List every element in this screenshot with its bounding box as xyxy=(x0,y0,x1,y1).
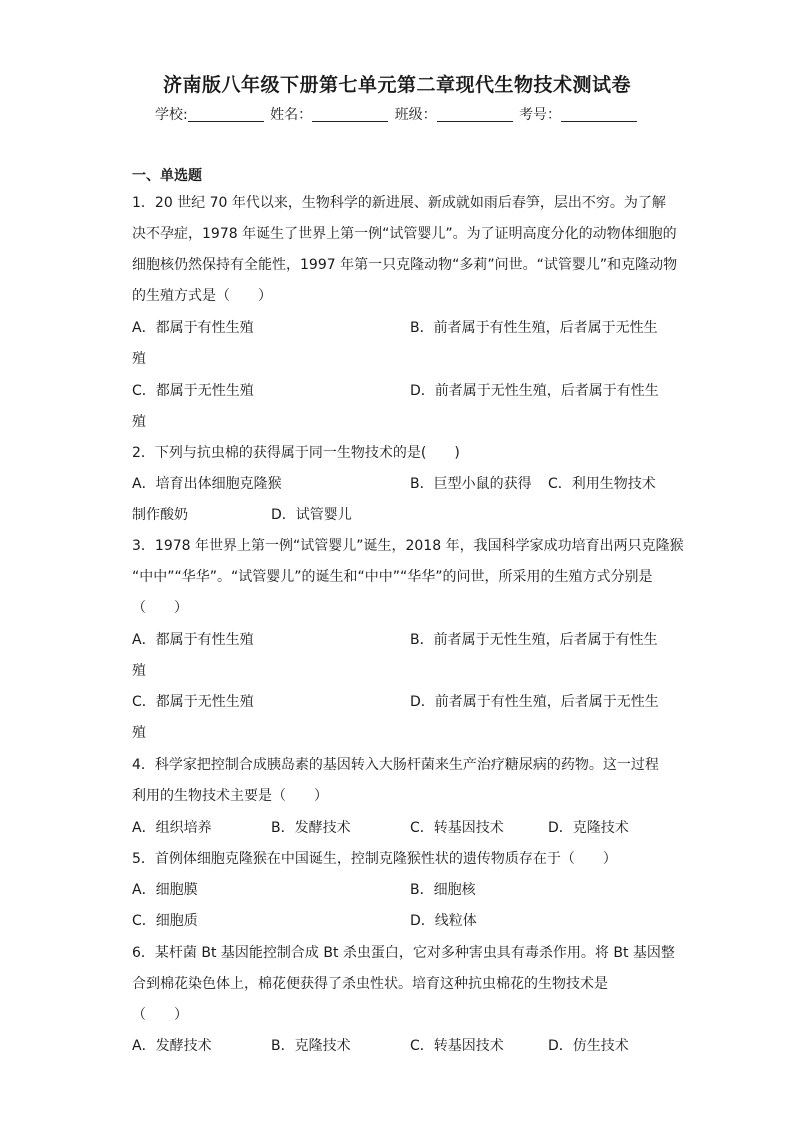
question-6-option-d: D．仿生技术 xyxy=(548,1038,629,1054)
exam-number-label: 考号： xyxy=(519,107,562,123)
class-blank[interactable] xyxy=(437,107,513,122)
student-info-line xyxy=(0,104,794,124)
question-3-option-b: B．前者属于无性生殖，后者属于有性生 xyxy=(410,632,658,648)
question-1-line-3: 细胞核仍然保持有全能性，1997 年第一只克隆动物“多莉”问世。“试管婴儿”和克隆动物 xyxy=(132,257,678,273)
question-2-option-c: C．利用生物技术 xyxy=(548,476,656,492)
question-2-option-b: B．巨型小鼠的获得 xyxy=(410,476,532,492)
question-4-option-a: A．组织培养 xyxy=(132,820,212,836)
question-5-line-1: 5．首例体细胞克隆猴在中国诞生，控制克隆猴性状的遗传物质存在于（ ） xyxy=(132,851,617,867)
document-title: 济南版八年级下册第七单元第二章现代生物技术测试卷 xyxy=(162,74,631,96)
question-4-option-b: B．发酵技术 xyxy=(271,820,351,836)
question-2-option-c-wrap: 制作酸奶 xyxy=(132,507,188,523)
exam-number-blank[interactable] xyxy=(561,107,637,122)
question-4-line-2: 利用的生物技术主要是（ ） xyxy=(132,788,328,804)
question-6-option-a: A．发酵技术 xyxy=(132,1038,212,1054)
school-label: 学校: xyxy=(154,107,188,123)
question-4-option-c: C．转基因技术 xyxy=(410,820,504,836)
question-1-option-b: B．前者属于有性生殖，后者属于无性生 xyxy=(410,320,658,336)
question-3-line-3: （ ） xyxy=(132,600,188,616)
question-5-option-d: D．线粒体 xyxy=(410,913,477,929)
question-4-option-d: D．克隆技术 xyxy=(548,820,629,836)
question-3-option-d-wrap: 殖 xyxy=(132,725,146,741)
name-blank[interactable] xyxy=(312,107,388,122)
question-1-line-2: 决不孕症，1978 年诞生了世界上第一例“试管婴儿”。为了证明高度分化的动物体细胞的 xyxy=(132,226,677,242)
question-6-line-1: 6．某杆菌 Bt 基因能控制合成 Bt 杀虫蛋白，它对多种害虫具有毒杀作用。将 Bt 基因整 xyxy=(132,945,675,961)
question-1-option-c: C．都属于无性生殖 xyxy=(132,383,254,399)
question-1-option-a: A．都属于有性生殖 xyxy=(132,320,254,336)
section-heading: 一、单选题 xyxy=(132,168,202,184)
question-5-option-c: C．细胞质 xyxy=(132,913,198,929)
question-3-option-c: C．都属于无性生殖 xyxy=(132,694,254,710)
question-2-option-a: A．培育出体细胞克隆猴 xyxy=(132,476,282,492)
question-6-option-b: B．克隆技术 xyxy=(271,1038,351,1054)
question-3-line-1: 3．1978 年世界上第一例“试管婴儿”诞生，2018 年，我国科学家成功培育出两只克隆猴 xyxy=(132,538,684,554)
name-label: 姓名： xyxy=(270,107,313,123)
question-6-line-2: 合到棉花染色体上，棉花便获得了杀虫性状。培育这种抗虫棉花的生物技术是 xyxy=(132,976,608,992)
question-3-option-d: D．前者属于有性生殖，后者属于无性生 xyxy=(410,694,659,710)
question-1-option-d-wrap: 殖 xyxy=(132,414,146,430)
question-5-option-a: A．细胞膜 xyxy=(132,882,198,898)
question-1-option-d: D．前者属于无性生殖，后者属于有性生 xyxy=(410,383,659,399)
question-3-line-2: “中中”“华华”。“试管婴儿”的诞生和“中中”“华华”的问世，所采用的生殖方式分别是 xyxy=(132,569,653,585)
question-4-line-1: 4．科学家把控制合成胰岛素的基因转入大肠杆菌来生产治疗糖尿病的药物。这一过程 xyxy=(132,757,659,773)
question-1-line-4: 的生殖方式是（ ） xyxy=(132,288,272,304)
question-2-option-d: D．试管婴儿 xyxy=(271,507,352,523)
question-2-line-1: 2．下列与抗虫棉的获得属于同一生物技术的是( ) xyxy=(132,445,460,461)
class-label: 班级： xyxy=(394,107,437,123)
question-1-option-b-wrap: 殖 xyxy=(132,351,146,367)
question-3-option-b-wrap: 殖 xyxy=(132,663,146,679)
question-5-option-b: B．细胞核 xyxy=(410,882,476,898)
school-blank[interactable] xyxy=(188,107,264,122)
question-6-line-3: （ ） xyxy=(132,1007,188,1023)
question-6-option-c: C．转基因技术 xyxy=(410,1038,504,1054)
question-3-option-a: A．都属于有性生殖 xyxy=(132,632,254,648)
question-1-line-1: 1．20 世纪 70 年代以来，生物科学的新进展、新成就如雨后春笋，层出不穷。为了解 xyxy=(132,195,666,211)
